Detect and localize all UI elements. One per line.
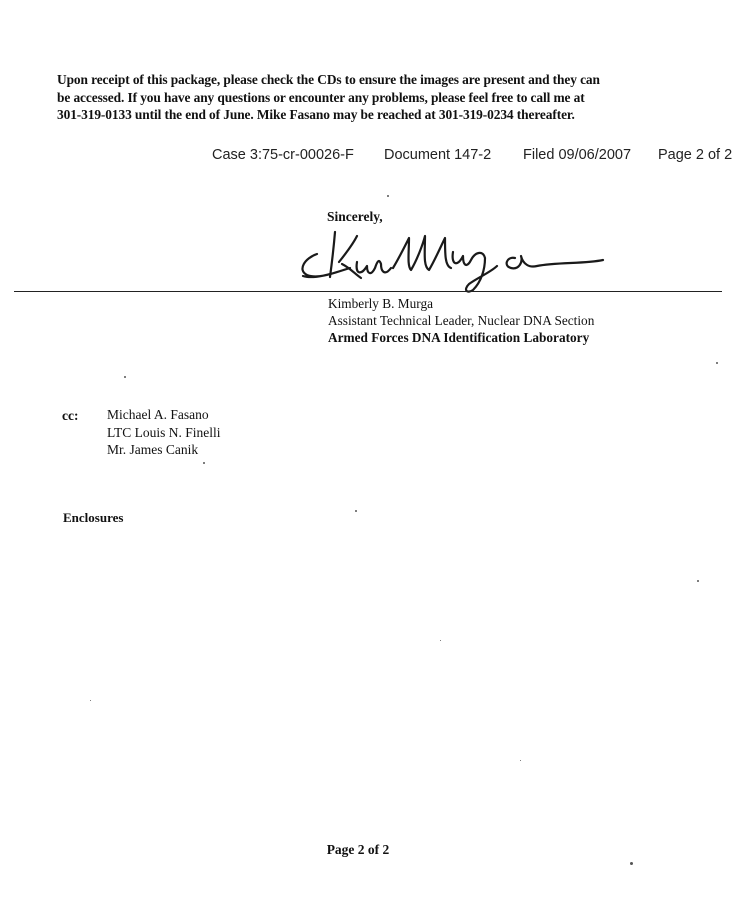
cc-recipient: Mr. James Canik — [107, 442, 199, 457]
stamp-page-number: Page 2 of 2 — [658, 147, 733, 163]
cc-recipients — [107, 406, 221, 459]
signer-block — [328, 295, 594, 346]
signature-rule — [14, 291, 722, 292]
court-filing-stamp — [212, 147, 732, 163]
closing-salutation: Sincerely, — [327, 209, 383, 224]
document-number: Document 147-2 — [384, 147, 492, 163]
signer-organization: Armed Forces DNA Identification Laboratory — [328, 330, 590, 345]
body-paragraph — [57, 71, 657, 124]
body-line: 301-319-0133 until the end of June. Mike Fasano may be reached at 301-319-0234 thereafter. — [57, 107, 575, 122]
body-line: be accessed. If you have any questions or encounter any problems, please feel free to call me at — [57, 89, 585, 105]
cc-recipient: Michael A. Fasano — [107, 407, 209, 422]
filed-date: Filed 09/06/2007 — [523, 147, 632, 163]
signer-name: Kimberly B. Murga — [328, 296, 434, 311]
signer-title: Assistant Technical Leader, Nuclear DNA Section — [328, 313, 595, 328]
handwritten-signature — [295, 222, 615, 297]
case-number: Case 3:75-cr-00026-F — [212, 147, 354, 163]
cc-recipient: LTC Louis N. Finelli — [107, 424, 221, 440]
enclosures-note: Enclosures — [63, 510, 124, 525]
body-line: Upon receipt of this package, please check the CDs to ensure the images are present and they can — [57, 72, 600, 87]
page-footer — [0, 842, 740, 858]
cc-label: cc: — [62, 408, 79, 423]
footer-page-number: Page 2 of 2 — [326, 842, 390, 857]
